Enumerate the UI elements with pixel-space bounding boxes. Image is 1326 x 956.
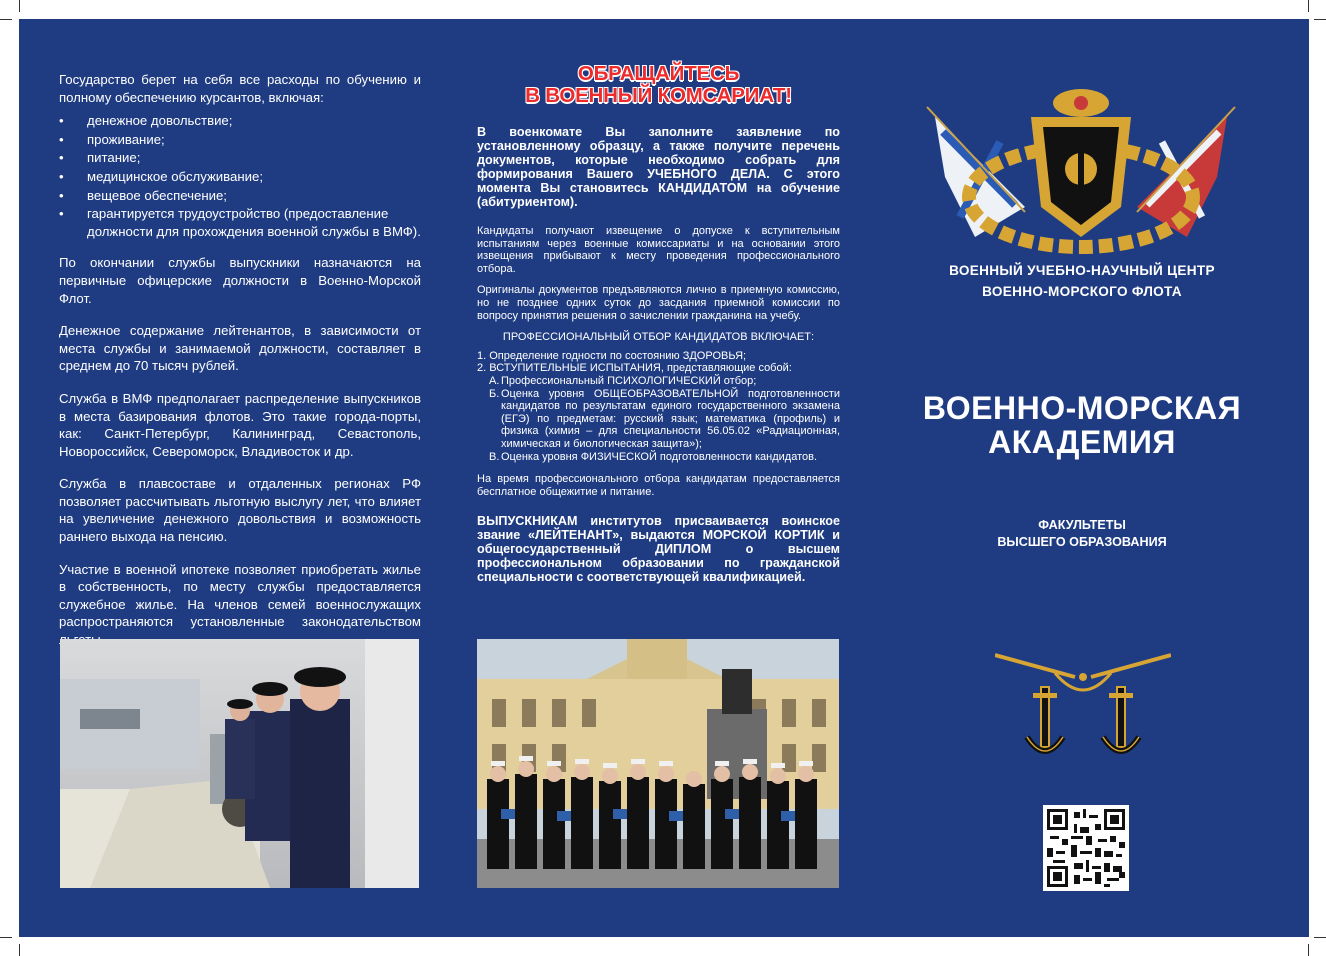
photo-cadets-simulator [60,639,419,888]
faculties-title [899,517,1265,551]
crop-mark [0,937,12,938]
selection-title: ПРОФЕССИОНАЛЬНЫЙ ОТБОР КАНДИДАТОВ ВКЛЮЧАЕТ: [502,331,815,344]
list-item: • вещевое обеспечение; [59,187,227,203]
academy-title-line-1: ВОЕННО-МОРСКАЯ [922,390,1242,426]
center-name-line-1: ВОЕННЫЙ УЧЕБНО-НАУЧНЫЙ ЦЕНТР [949,263,1215,278]
paragraph-salary: Денежное содержание лейтенантов, в зависимости от места службы и занимаемой должности, составляет в среднем до 70 тысяч рублей. [59,323,421,374]
headline-line-1: ОБРАЩАЙТЕСЬ [577,62,740,85]
originals-paragraph: Оригиналы документов предъявляются лично в приемную комиссию, но не позднее одних суток до засдания приемной комиссии по вопросу принятия решения о зачислении гражданина на учебу. [477,284,840,322]
bullet-icon: • [59,187,64,203]
list-item: А. Профессиональный ПСИХОЛОГИЧЕСКИЙ отбор; [489,374,757,387]
list-item: • денежное довольствие; [59,113,233,129]
faculties-line-1: ФАКУЛЬТЕТЫ [1038,518,1126,532]
list-item: • гарантируется трудоустройство (предоставление должности для прохождения военной службы в ВМФ). [59,206,421,239]
list-item: • питание; [59,150,141,166]
intro-paragraph: Государство берет на себя все расходы по обучению и полному обеспечению курсантов, включая: [59,72,421,105]
list-item: Б. Оценка уровня ОБЩЕОБРАЗОВАТЕЛЬНОЙ подготовленности кандидатов по результатам единого государственного экзамена (ЕГЭ) по предметам: русский язык; математика (профиль) и физика (химия – для специальности 56.05.02 «Радиационная, химическая и биологическая защита»); [489,387,840,450]
center-name [899,260,1265,302]
crop-mark [0,19,12,20]
headline-line-2: В ВОЕННЫЙ КОМСАРИАТ! [525,84,792,107]
selection-list [477,350,840,463]
brochure-sheet [19,19,1309,937]
crop-mark [1314,937,1326,938]
bullet-icon: • [59,131,64,147]
crop-mark [19,944,20,956]
crop-mark [1314,19,1326,20]
bullet-icon: • [59,150,64,166]
photo-graduates-palace [477,639,839,888]
list-item: • проживание; [59,131,165,147]
bullet-icon: • [59,168,64,184]
benefits-list [59,112,421,240]
left-column [59,71,421,664]
academy-title [899,391,1265,459]
list-item: • медицинское обслуживание; [59,168,264,184]
middle-column [477,63,840,600]
housing-paragraph: На время профессионального отбора кандидатам предоставляется бесплатное общежитие и питание. [477,473,840,498]
crest-icon [905,87,1257,257]
list-item: 2. ВСТУПИТЕЛЬНЫЕ ИСПЫТАНИЯ, представляющие собой: [477,362,792,375]
bullet-icon: • [59,206,64,222]
center-name-line-2: ВОЕННО-МОРСКОГО ФЛОТА [982,284,1182,299]
qr-code-icon [1043,805,1129,891]
anchor-emblem-icon [995,647,1171,779]
crop-mark [1308,944,1309,956]
crop-mark [19,0,20,12]
crop-mark [1308,0,1309,12]
admission-notice: Кандидаты получают извещение о допуске к вступительным испытаниям через военные комиссариаты и на основании этого извещения прибывают к месту проведения профессионального отбора. [477,225,840,275]
paragraph-seniority: Служба в плавсоставе и отдаленных регионах РФ позволяет рассчитывать льготную выслугу лет, что влияет на увеличение денежного довольствия и возможность раннего выхода на пенсию. [59,476,421,545]
paragraph-mortgage: Участие в военной ипотеке позволяет приобретать жилье в собственность, по месту службы предоставляется служебное жилье. На членов семей военнослужащих распространяются установленные законодательством [59,561,421,630]
enrollment-intro: В военкомате Вы заполните заявление по установленному образцу, а также получите перечень документов, которые необходимо собрать для формирования Вашего УЧЕБНОГО ДЕЛА. С этого момента Вы становитесь КАНДИДАТОМ на обучение (абитуриентом). [477,125,840,209]
paragraph-distribution: Служба в ВМФ предполагает распределение выпускников в места базирования флотов. Это такие города-порты, как: Санкт-Петербург, Калининград, Севастополь, Новороссийск, Североморск, Владивосток и др. [59,390,421,459]
list-item: В. Оценка уровня ФИЗИЧЕСКОЙ подготовленности кандидатов. [489,450,818,463]
academy-title-line-2: АКАДЕМИЯ [988,424,1176,460]
paragraph-graduation: По окончании службы выпускники назначаются на первичные офицерские должности в Военно-Морской Флот. [59,255,421,306]
list-item: 1. Определение годности по состоянию ЗДОРОВЬЯ; [477,349,747,362]
graduates-paragraph: ВЫПУСКНИКАМ институтов присваивается воинское звание «ЛЕЙТЕНАНТ», выдаются МОРСКОЙ КОРТИК и общегосударственный ДИПЛОМ о высшем профессиональном образовании по гражданской специальности с соответствующей квалификацией. [477,514,840,585]
headline [477,63,840,107]
faculties-line-2: ВЫСШЕГО ОБРАЗОВАНИЯ [997,535,1167,549]
bullet-icon: • [59,113,64,129]
